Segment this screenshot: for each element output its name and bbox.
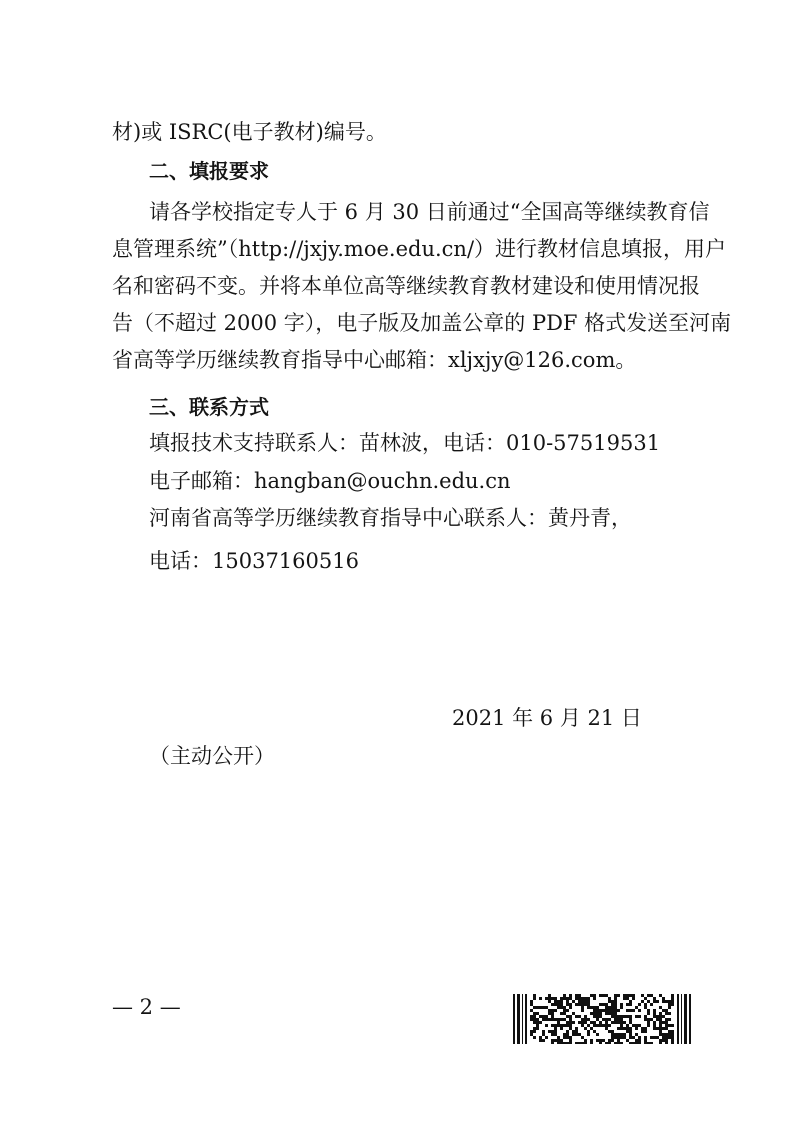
continued-line: 材)或 ISRC(电子教材)编号。	[112, 120, 387, 144]
paragraph-line: 名和密码不变。并将本单位高等继续教育教材建设和使用情况报	[112, 274, 700, 298]
section-heading-requirements: 二、填报要求	[149, 159, 269, 183]
contact-henan-phone: 电话：15037160516	[149, 549, 359, 573]
paragraph-line: 请各学校指定专人于 6 月 30 日前通过“全国高等继续教育信	[149, 200, 710, 224]
section-heading-contact: 三、联系方式	[149, 395, 269, 419]
page-number: — 2 —	[112, 995, 181, 1019]
paragraph-line: 省高等学历继续教育指导中心邮箱：xljxjy@126.com。	[112, 348, 637, 372]
paragraph-line: 息管理系统”（http://jxjy.moe.edu.cn/）进行教材信息填报，用户	[112, 237, 727, 261]
paragraph-line: 告（不超过 2000 字），电子版及加盖公章的 PDF 格式发送至河南	[112, 311, 732, 335]
public-notice: （主动公开）	[149, 744, 275, 768]
barcode-icon	[513, 994, 691, 1044]
contact-tech-support: 填报技术支持联系人：苗林波，电话：010-57519531	[149, 431, 661, 455]
contact-henan: 河南省高等学历继续教育指导中心联系人：黄丹青，	[149, 506, 632, 530]
contact-email: 电子邮箱：hangban@ouchn.edu.cn	[149, 469, 511, 493]
document-date: 2021 年 6 月 21 日	[452, 706, 642, 730]
